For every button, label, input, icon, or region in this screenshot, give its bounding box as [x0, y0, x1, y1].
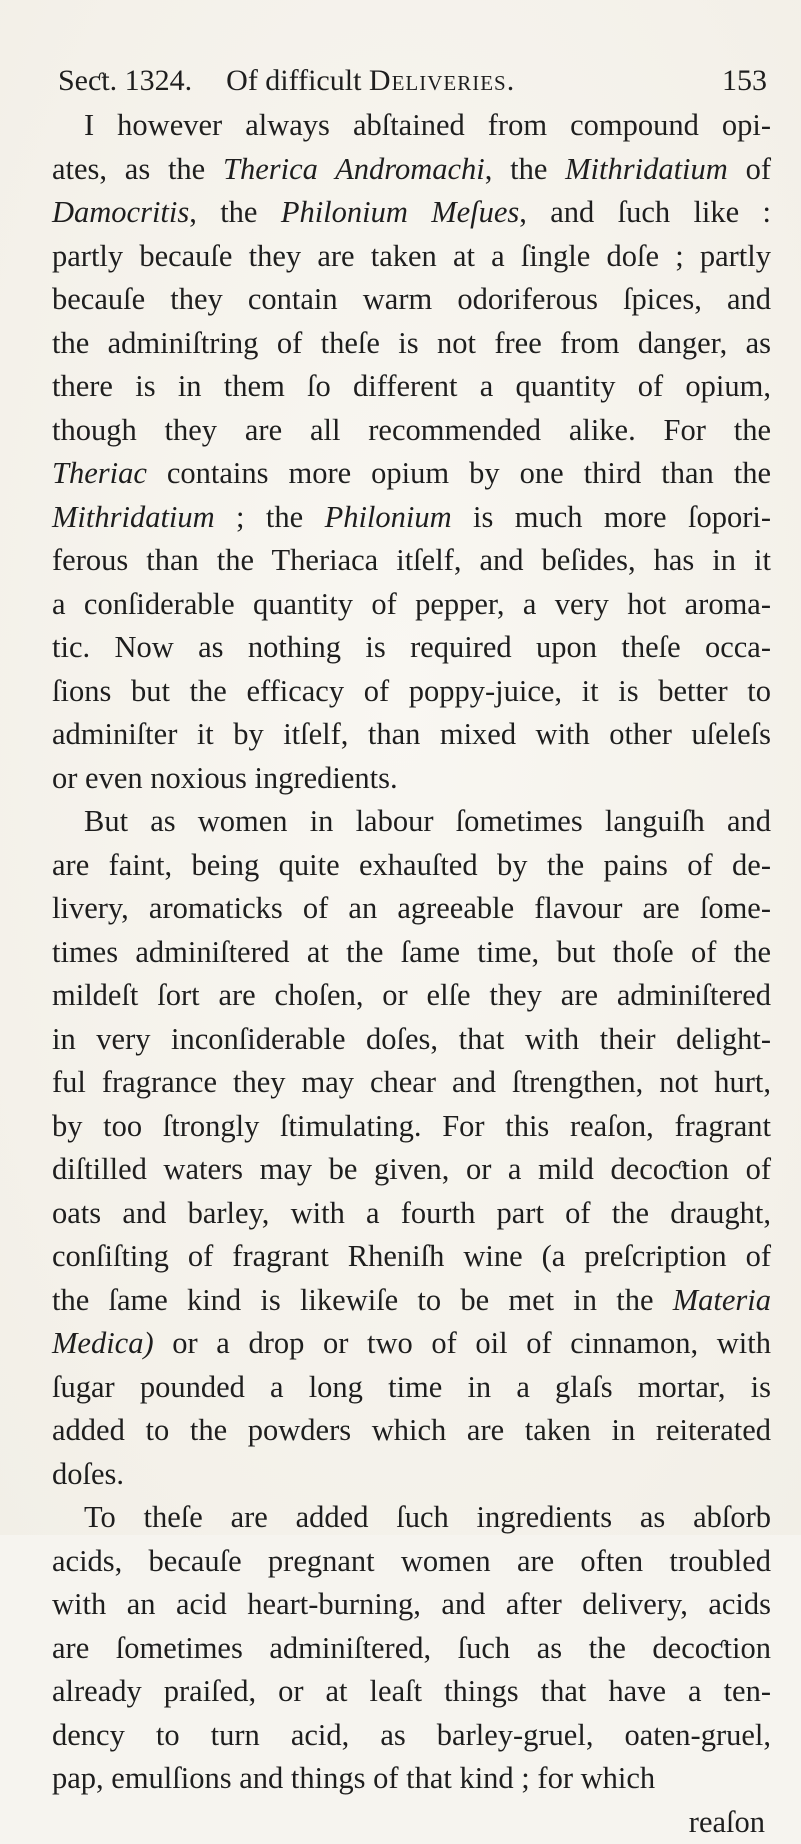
body-text: [52, 104, 771, 1801]
text-line: [52, 104, 771, 148]
text-line: [52, 1627, 771, 1671]
text-line: [52, 1540, 771, 1584]
section-number: Seƈt. 1324.: [58, 66, 192, 96]
text-run: ſugar pounded a long time in a glaſs mortar, is: [52, 1370, 771, 1404]
text-line: [52, 583, 771, 627]
italic-run: Theriac: [52, 456, 147, 490]
text-run: dency to turn acid, as barley-gruel, oaten-gruel,: [52, 1718, 771, 1752]
text-run: becauſe they contain warm odoriferous ſpices, and: [52, 282, 771, 316]
text-run: ſions but the efficacy of poppy-juice, it is better to: [52, 674, 771, 708]
running-title: [226, 66, 515, 96]
text-run: oats and barley, with a fourth part of the draught,: [52, 1196, 771, 1230]
text-line: [52, 626, 771, 670]
text-line: [52, 235, 771, 279]
text-run: I however always abſtained from compound opi-: [84, 108, 771, 142]
text-run: with an acid heart-burning, and after delivery, acids: [52, 1587, 771, 1621]
text-line: [52, 1496, 771, 1540]
text-line: [52, 1714, 771, 1758]
text-line: [52, 1192, 771, 1236]
text-run: by too ſtrongly ſtimulating. For this reaſon, fragrant: [52, 1109, 771, 1143]
text-run: conſiſting of fragrant Rheniſh wine (a preſcription of: [52, 1239, 771, 1273]
text-run: , the: [485, 152, 565, 186]
text-run: pap, emulſions and things of that kind ; for which: [52, 1761, 655, 1795]
italic-run: Mithridatium: [565, 152, 728, 186]
text-line: [52, 496, 771, 540]
text-line: [52, 1061, 771, 1105]
text-run: , the: [189, 195, 281, 229]
text-run: the adminiſtring of theſe is not free from danger, as: [52, 326, 771, 360]
text-run: or a drop or two of oil of cinnamon, with: [154, 1326, 771, 1360]
text-line: [52, 539, 771, 583]
text-run: in very inconſiderable doſes, that with their delight-: [52, 1022, 771, 1056]
text-line: [52, 844, 771, 888]
text-line: [52, 931, 771, 975]
paragraph: [52, 1496, 771, 1801]
italic-run: Philonium: [325, 500, 452, 534]
italic-run: Medica): [52, 1326, 154, 1360]
text-line: [52, 148, 771, 192]
text-run: the ſame kind is likewiſe to be met in the: [52, 1283, 673, 1317]
text-run: livery, aromaticks of an agreeable flavour are ſome-: [52, 891, 771, 925]
text-run: already praiſed, or at leaſt things that have a ten-: [52, 1674, 771, 1708]
text-run: though they are all recommended alike. For the: [52, 413, 771, 447]
text-run: ates, as the: [52, 152, 223, 186]
italic-run: Damocritis: [52, 195, 189, 229]
text-run: added to the powders which are taken in reiterated: [52, 1413, 771, 1447]
text-line: [52, 1235, 771, 1279]
text-run: , and ſuch like :: [519, 195, 771, 229]
text-run: times adminiſtered at the ſame time, but thoſe of the: [52, 935, 771, 969]
text-run: or even noxious ingredients.: [52, 761, 398, 795]
text-line: [52, 1366, 771, 1410]
text-run: are faint, being quite exhauſted by the pains of de-: [52, 848, 771, 882]
text-line: [52, 278, 771, 322]
text-line: [52, 887, 771, 931]
text-line: [52, 1105, 771, 1149]
running-title-prefix: Of difficult: [226, 64, 361, 97]
text-line: [52, 452, 771, 496]
text-run: To theſe are added ſuch ingredients as abſorb: [84, 1500, 771, 1534]
text-line: [52, 1148, 771, 1192]
text-line: [52, 713, 771, 757]
text-run: ful fragrance they may chear and ſtrengthen, not hurt,: [52, 1065, 771, 1099]
text-run: adminiſter it by itſelf, than mixed with other uſeleſs: [52, 717, 771, 751]
text-run: mildeſt ſort are choſen, or elſe they are adminiſtered: [52, 978, 771, 1012]
text-run: contains more opium by one third than the: [147, 456, 771, 490]
text-run: tic. Now as nothing is required upon theſe occa-: [52, 630, 771, 664]
text-run: partly becauſe they are taken at a ſingle doſe ; partly: [52, 239, 771, 273]
text-run: are ſometimes adminiſtered, ſuch as the decoƈtion: [52, 1631, 771, 1665]
text-run: there is in them ſo different a quantity of opium,: [52, 369, 771, 403]
text-line: [52, 1322, 771, 1366]
text-line: [52, 409, 771, 453]
running-head: [52, 66, 771, 96]
text-run: doſes.: [52, 1457, 124, 1491]
text-run: ; the: [215, 500, 325, 534]
text-run: of: [728, 152, 771, 186]
page-number: 153: [722, 66, 767, 96]
italic-run: Materia: [673, 1283, 771, 1317]
text-run: ferous than the Theriaca itſelf, and beſides, has in it: [52, 543, 771, 577]
text-line: [52, 1670, 771, 1714]
text-line: [52, 1583, 771, 1627]
text-line: [52, 800, 771, 844]
text-line: [52, 757, 771, 801]
italic-run: Philonium Meſues: [281, 195, 519, 229]
paragraph: [52, 800, 771, 1496]
text-run: acids, becauſe pregnant women are often troubled: [52, 1544, 771, 1578]
text-line: [52, 322, 771, 366]
text-line: [52, 1018, 771, 1062]
catchword: reaſon: [52, 1801, 771, 1844]
text-line: [52, 1409, 771, 1453]
text-run: a conſiderable quantity of pepper, a very hot aroma-: [52, 587, 771, 621]
text-line: [52, 1279, 771, 1323]
text-line: [52, 974, 771, 1018]
text-run: is much more ſopori-: [452, 500, 771, 534]
text-line: [52, 191, 771, 235]
italic-run: Mithridatium: [52, 500, 215, 534]
text-run: diſtilled waters may be given, or a mild decoƈtion of: [52, 1152, 771, 1186]
text-line: [52, 1453, 771, 1497]
italic-run: Therica Andromachi: [223, 152, 485, 186]
text-line: [52, 670, 771, 714]
running-title-caps: Deliveries.: [369, 64, 515, 97]
catchword-block: [52, 1801, 771, 1844]
text-line: [52, 1757, 771, 1801]
paragraph: [52, 104, 771, 800]
text-line: [52, 365, 771, 409]
text-run: But as women in labour ſometimes languiſh and: [84, 804, 771, 838]
